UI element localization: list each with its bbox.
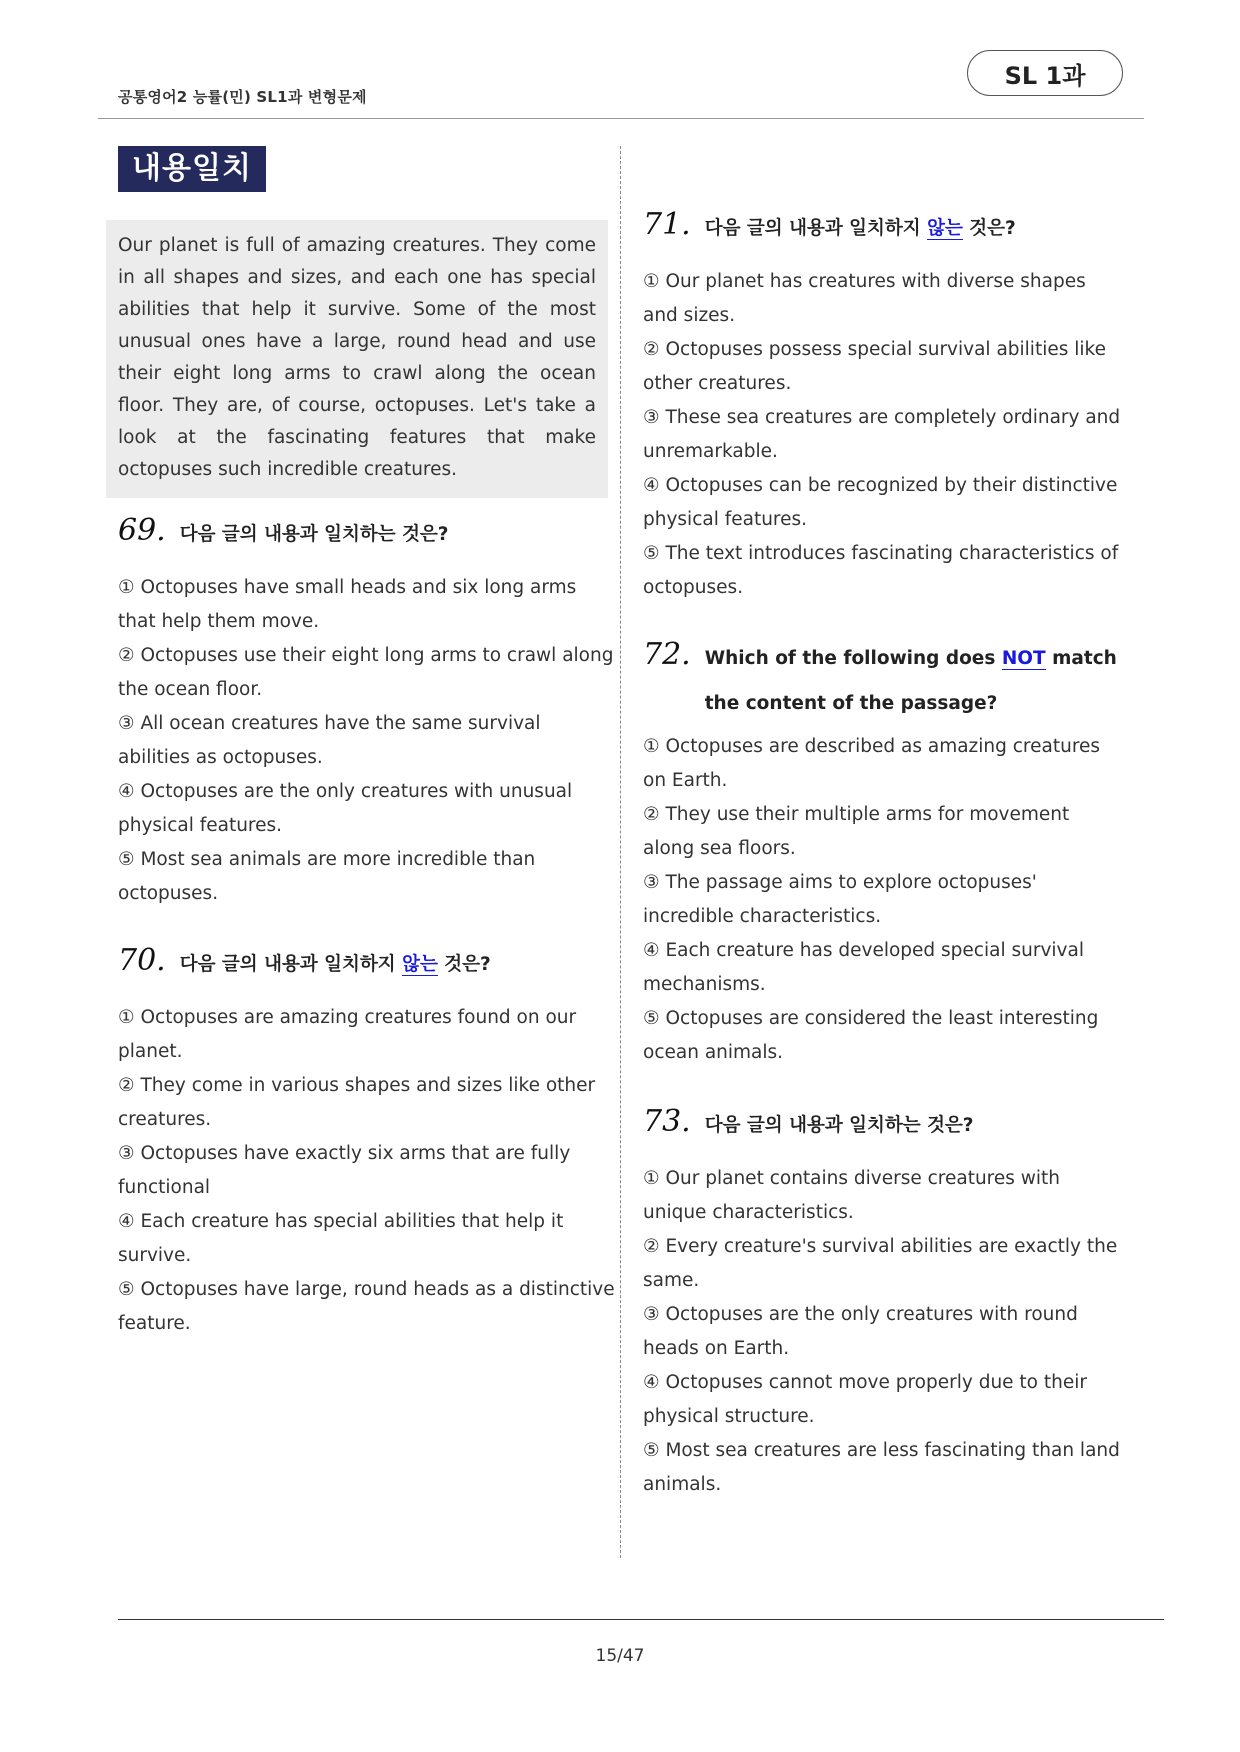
option-5[interactable]: ⑤ Octopuses have large, round heads as a distinctive feature. [118,1279,615,1334]
option-3[interactable]: ③ Octopuses have exactly six arms that are fully functional [118,1143,571,1198]
option-3[interactable]: ③ Octopuses are the only creatures with round heads on Earth. [643,1304,1078,1359]
option-4[interactable]: ④ Octopuses are the only creatures with unusual physical features. [118,781,573,836]
question-prompt: Which of the following does NOT match the content of the passage? [704,648,1117,714]
section-title: 내용일치 [118,146,266,192]
negation-emphasis: 않는 [402,954,438,975]
option-5[interactable]: ⑤ The text introduces fascinating characteristics of octopuses. [643,543,1119,598]
option-2[interactable]: ② Every creature's survival abilities are exactly the same. [643,1236,1118,1291]
option-4[interactable]: ④ Octopuses cannot move properly due to their physical structure. [643,1372,1087,1427]
option-2[interactable]: ② Octopuses possess special survival abilities like other creatures. [643,339,1106,394]
option-3[interactable]: ③ The passage aims to explore octopuses' incredible characteristics. [643,872,1037,927]
footer-divider [118,1619,1164,1620]
option-list [643,730,1125,1070]
question-number: 73. [643,1104,691,1139]
question-72 [643,636,1125,1070]
reading-passage: Our planet is full of amazing creatures. They come in all shapes and sizes, and each one has special abilities that help it survive. Some of the most unusual ones have a large, round head and use their eight long arms to crawl along the ocean floor. They are, of course, octopuses. Let's take a look at the fascinating features that make octopuses such incredible creatures. [106,220,608,498]
option-4[interactable]: ④ Each creature has special abilities that help it survive. [118,1211,564,1266]
question-number: 72. [643,637,691,672]
question-71-title [643,206,1125,251]
option-5[interactable]: ⑤ Most sea animals are more incredible than octopuses. [118,849,536,904]
question-70-title [118,942,618,987]
negation-emphasis: NOT [1001,648,1046,669]
option-1[interactable]: ① Our planet contains diverse creatures with unique characteristics. [643,1168,1061,1223]
option-2[interactable]: ② They use their multiple arms for movement along sea floors. [643,804,1070,859]
option-3[interactable]: ③ These sea creatures are completely ordinary and unremarkable. [643,407,1121,462]
question-number: 69. [118,513,166,548]
option-4[interactable]: ④ Octopuses can be recognized by their distinctive physical features. [643,475,1118,530]
option-1[interactable]: ① Octopuses have small heads and six long arms that help them move. [118,577,577,632]
option-5[interactable]: ⑤ Octopuses are considered the least interesting ocean animals. [643,1008,1099,1063]
option-1[interactable]: ① Octopuses are described as amazing creatures on Earth. [643,736,1101,791]
option-list [643,1162,1125,1502]
option-list [118,571,618,911]
lesson-badge: SL 1과 [967,50,1123,96]
option-4[interactable]: ④ Each creature has developed special survival mechanisms. [643,940,1084,995]
question-69-title [118,512,618,557]
option-2[interactable]: ② They come in various shapes and sizes like other creatures. [118,1075,596,1130]
document-subtitle: 공통영어2 능률(민) SL1과 변형문제 [118,88,367,106]
option-3[interactable]: ③ All ocean creatures have the same survival abilities as octopuses. [118,713,541,768]
question-73 [643,1103,1125,1502]
question-prompt: 다음 글의 내용과 일치하지 않는 것은? [704,218,1016,239]
question-72-title [643,636,1125,726]
negation-emphasis: 않는 [927,218,963,239]
question-69 [118,512,618,911]
option-5[interactable]: ⑤ Most sea creatures are less fascinating than land animals. [643,1440,1120,1495]
question-prompt: 다음 글의 내용과 일치하는 것은? [179,524,449,545]
column-divider [620,146,621,1558]
question-71 [643,206,1125,605]
option-list [118,1001,618,1341]
question-prompt: 다음 글의 내용과 일치하는 것은? [704,1115,974,1136]
page-number: 15/47 [595,1646,645,1666]
question-number: 70. [118,943,166,978]
question-number: 71. [643,207,691,242]
question-70 [118,942,618,1341]
option-1[interactable]: ① Octopuses are amazing creatures found on our planet. [118,1007,577,1062]
option-1[interactable]: ① Our planet has creatures with diverse shapes and sizes. [643,271,1086,326]
option-2[interactable]: ② Octopuses use their eight long arms to crawl along the ocean floor. [118,645,614,700]
question-73-title [643,1103,1125,1148]
header-divider [98,118,1144,119]
option-list [643,265,1125,605]
question-prompt: 다음 글의 내용과 일치하지 않는 것은? [179,954,491,975]
